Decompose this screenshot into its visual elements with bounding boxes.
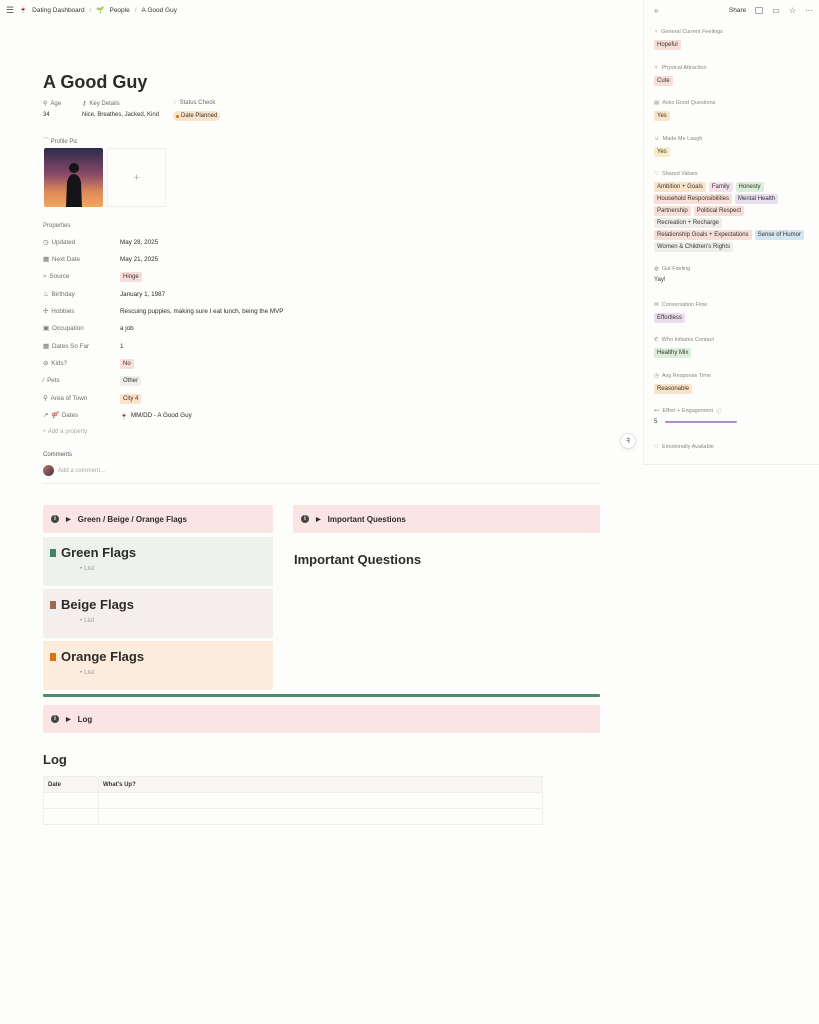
menu-icon[interactable]: ☰ — [6, 4, 15, 15]
timer-icon: ◷ — [654, 372, 659, 379]
breadcrumb-separator: / — [134, 6, 137, 14]
info-icon: ⓘ — [716, 409, 722, 415]
effort-value: 5 — [654, 419, 658, 425]
comment-icon[interactable]: ▭ — [772, 5, 780, 15]
pin-icon: ⚲ — [43, 395, 48, 402]
profile-pic-label — [43, 136, 78, 145]
property-tag: Hinge — [120, 272, 142, 282]
side-prop-label: Conversation Flow — [661, 301, 708, 308]
side-prop-label: General Current Feelings — [661, 29, 723, 35]
table-row[interactable] — [44, 793, 543, 809]
column-header-whats-up[interactable]: What's Up? — [99, 777, 543, 793]
property-row-dates[interactable] — [43, 407, 192, 424]
header-prop-value: Nice, Breathes, Jacked, Kind — [82, 112, 160, 118]
add-property-label: Add a property — [47, 429, 88, 435]
side-prop[interactable] — [654, 300, 814, 336]
property-value: Rescuing puppies, making sure I eat lunch, being the MVP — [120, 308, 284, 315]
callout-title: Green / Beige / Orange Flags — [77, 514, 187, 524]
profile-pic[interactable] — [44, 148, 103, 207]
profile-pic-label-text: Profile Pic — [50, 139, 78, 145]
page-title[interactable]: A Good Guy — [43, 72, 148, 92]
side-prop-label: Effort + Engagement — [662, 408, 714, 414]
table-row[interactable] — [44, 809, 543, 825]
property-row-hobbies[interactable] — [43, 303, 283, 320]
comment-input[interactable]: Add a comment... — [58, 467, 106, 474]
property-value: 1 — [120, 343, 124, 350]
table-cell[interactable] — [44, 809, 99, 825]
avatar — [43, 465, 54, 476]
status-dot-icon — [176, 115, 179, 118]
table-cell[interactable] — [44, 793, 99, 809]
property-row-pets[interactable] — [43, 372, 141, 389]
info-icon: i — [301, 515, 309, 523]
briefcase-icon: ▣ — [43, 325, 49, 332]
property-row-dates-so-far[interactable] — [43, 338, 124, 355]
list-item[interactable]: • List — [80, 617, 95, 624]
section-heading: Green Flags — [61, 545, 137, 560]
effort-bar — [665, 421, 737, 423]
section-heading: Orange Flags — [61, 649, 145, 664]
table-cell[interactable] — [99, 809, 543, 825]
tag: Relationship Goals + Expectations — [654, 230, 752, 240]
info-icon: i — [51, 715, 59, 723]
smile-icon: ☺ — [654, 135, 660, 142]
header-prop-label: Age — [50, 100, 62, 107]
side-prop[interactable] — [654, 134, 814, 170]
share-button[interactable]: Share — [728, 6, 747, 14]
tag: Sense of Humor — [755, 230, 804, 240]
header-prop-key-details[interactable] — [82, 100, 173, 121]
tag: Partnership — [654, 206, 691, 216]
list-item-text: List — [84, 617, 95, 624]
property-value: a job — [120, 325, 134, 332]
tag: Political Respect — [694, 206, 744, 216]
dumbbell-icon: ⊷ — [654, 408, 660, 414]
status-badge — [173, 111, 220, 121]
paw-icon: ⁄ — [43, 377, 45, 384]
important-questions-heading: Important Questions — [294, 552, 422, 567]
tag: Mental Health — [735, 194, 778, 204]
star-icon[interactable]: ☆ — [788, 5, 796, 15]
add-image-button[interactable]: + — [107, 148, 166, 207]
header-prop-label: Key Details — [89, 100, 120, 107]
tag: Women & Children's Rights — [654, 242, 733, 252]
status-icon: ◌ — [173, 100, 177, 106]
property-value: May 28, 2025 — [120, 239, 159, 246]
relation-link[interactable]: MM/DD - A Good Guy — [130, 411, 192, 419]
heart-hands-icon: ♡ — [654, 171, 659, 177]
column-header-date[interactable]: Date — [44, 777, 99, 793]
tag: Effortless — [654, 313, 685, 323]
side-prop-label: Asks Good Questions — [662, 100, 716, 106]
section-divider — [43, 694, 600, 697]
breadcrumb-item-page[interactable]: A Good Guy — [141, 6, 177, 14]
toggle-arrow-icon[interactable]: ▶ — [316, 516, 321, 523]
wine-icon: 🍷 — [19, 7, 28, 14]
calendar-icon: ▦ — [43, 343, 49, 350]
calendar-icon: ▦ — [43, 256, 49, 263]
breadcrumb-separator: / — [89, 6, 92, 14]
conversation-icon: ✉ — [654, 301, 659, 308]
toggle-arrow-icon[interactable]: ▶ — [66, 516, 71, 523]
table-cell[interactable] — [99, 793, 543, 809]
add-property-button[interactable] — [43, 429, 87, 435]
heart-icon: ♡ — [654, 443, 659, 450]
face-icon: ꟻ — [625, 438, 631, 445]
side-prop[interactable] — [654, 442, 814, 478]
panel-toggle-icon[interactable] — [755, 7, 763, 14]
property-label: Next Date — [51, 256, 80, 263]
callout-flags[interactable] — [43, 505, 273, 533]
property-label: Updated — [51, 239, 76, 246]
property-label: Area of Town — [50, 395, 88, 402]
list-item[interactable]: • List — [80, 669, 95, 676]
ai-assistant-button[interactable] — [620, 433, 636, 449]
side-prop[interactable] — [654, 27, 814, 63]
property-label: Pets — [47, 377, 60, 384]
breadcrumb — [0, 0, 643, 20]
tag: Reasonable — [654, 384, 692, 394]
callout-log[interactable] — [43, 705, 600, 733]
green-flag-icon — [50, 549, 56, 557]
beige-flags-section — [43, 589, 273, 638]
side-prop-label: Shared Values — [661, 171, 698, 177]
couple-icon: ⚤ — [51, 412, 59, 419]
property-row-occupation[interactable] — [43, 320, 134, 337]
header-prop-value: 34 — [43, 112, 50, 118]
beige-flag-icon — [50, 601, 56, 609]
log-table — [43, 776, 543, 825]
property-row-area[interactable] — [43, 390, 141, 407]
plus-icon: + — [43, 429, 48, 435]
collapse-panel-icon[interactable]: » — [654, 5, 659, 15]
property-label: Hobbies — [51, 308, 75, 315]
tag: Ambition + Goals — [654, 182, 706, 192]
header-prop-label: Status Check — [179, 100, 216, 106]
side-prop-label: Avg Response Time — [661, 372, 711, 379]
side-prop-label: Made Me Laugh — [662, 135, 703, 142]
side-prop-shared-values[interactable] — [654, 169, 814, 264]
relation-icon: ↗ — [43, 412, 49, 419]
property-value: May 21, 2025 — [120, 256, 159, 263]
search-icon: ⌕ — [43, 272, 47, 280]
header-prop-status[interactable] — [173, 100, 220, 121]
cake-icon: ♨ — [43, 291, 49, 298]
property-tag: City 4 — [120, 394, 141, 404]
tag: Honesty — [736, 182, 764, 192]
gut-icon: ◍ — [654, 266, 659, 272]
log-heading: Log — [43, 752, 67, 767]
callout-title: Important Questions — [327, 514, 406, 524]
wine-icon: 🍷 — [120, 412, 128, 420]
tag: Household Responsibilities — [654, 194, 732, 204]
pin-icon: ⚲ — [43, 101, 48, 107]
comments-label: Comments — [43, 452, 73, 458]
toggle-arrow-icon[interactable]: ▶ — [66, 716, 71, 723]
list-item[interactable]: • List — [80, 565, 95, 572]
property-label: Occupation — [51, 325, 84, 332]
puzzle-icon: ✢ — [43, 308, 49, 315]
paperclip-icon: ⌒ — [43, 139, 51, 145]
list-item-text: List — [84, 565, 95, 572]
more-icon[interactable]: ··· — [805, 5, 813, 15]
side-prop-label: Physical Attraction — [661, 64, 707, 71]
green-flags-section — [43, 537, 273, 586]
property-tag: No — [120, 359, 134, 369]
top-toolbar — [648, 0, 819, 20]
property-row-next-date[interactable] — [43, 251, 158, 268]
status-badge-label: Date Planned — [181, 113, 218, 119]
profile-photo-image — [44, 148, 103, 207]
property-label: Dates So Far — [51, 343, 90, 350]
tag: Family — [709, 182, 733, 192]
property-label: Birthday — [51, 291, 75, 298]
tag: Healthy Mix — [654, 348, 691, 358]
orange-flag-icon — [50, 653, 56, 661]
properties-label: Properties — [43, 223, 71, 229]
section-heading: Beige Flags — [61, 597, 134, 612]
text-value: Yay! — [654, 277, 666, 283]
table-header-row — [44, 777, 543, 793]
tag: Yes — [654, 111, 670, 121]
feelings-icon: ♀ — [654, 29, 659, 35]
side-prop-label: Emotionally Available — [661, 443, 714, 450]
tag: Cute — [654, 76, 673, 86]
breadcrumb-item-people[interactable]: People — [109, 6, 130, 14]
property-tag: Other — [120, 376, 141, 386]
divider — [43, 483, 600, 484]
key-icon: ⚷ — [82, 101, 87, 107]
orange-flags-section — [43, 641, 273, 690]
header-prop-age[interactable] — [43, 100, 82, 121]
side-prop[interactable] — [654, 63, 814, 99]
side-prop-label: Who Initiates Contact — [661, 337, 714, 343]
side-properties — [654, 27, 814, 477]
property-row-birthday[interactable] — [43, 286, 165, 303]
sparkle-icon: ✧ — [654, 64, 659, 71]
sprout-icon: 🌱 — [96, 7, 105, 14]
side-prop[interactable] — [654, 98, 814, 134]
property-value: January 1, 1987 — [120, 291, 166, 298]
tag: Hopeful — [654, 40, 681, 50]
list-item-text: List — [84, 669, 95, 676]
phone-icon: ✆ — [654, 337, 659, 343]
property-row-updated[interactable] — [43, 234, 158, 251]
side-prop[interactable] — [654, 335, 814, 371]
callout-title: Log — [77, 714, 93, 724]
pacifier-icon: ⊘ — [43, 360, 49, 367]
property-row-kids[interactable] — [43, 355, 134, 372]
side-prop[interactable] — [654, 264, 814, 300]
comment-input-row[interactable] — [43, 465, 105, 476]
breadcrumb-item-dashboard[interactable]: Dating Dashboard — [32, 6, 85, 14]
property-row-source[interactable] — [43, 268, 142, 285]
property-label: Kids? — [51, 360, 68, 367]
clock-icon: ◷ — [43, 239, 49, 246]
tag: Recreation + Recharge — [654, 218, 722, 228]
tag: Yes — [654, 147, 670, 157]
header-properties — [43, 100, 220, 121]
property-label: Source — [49, 273, 70, 280]
property-label: Dates — [61, 412, 79, 419]
callout-questions[interactable] — [293, 505, 600, 533]
side-prop-label: Gut Feeling — [661, 266, 691, 272]
side-prop[interactable] — [654, 371, 814, 407]
chat-icon: ▤ — [654, 100, 660, 106]
info-icon: i — [51, 515, 59, 523]
side-prop-effort[interactable] — [654, 406, 814, 442]
